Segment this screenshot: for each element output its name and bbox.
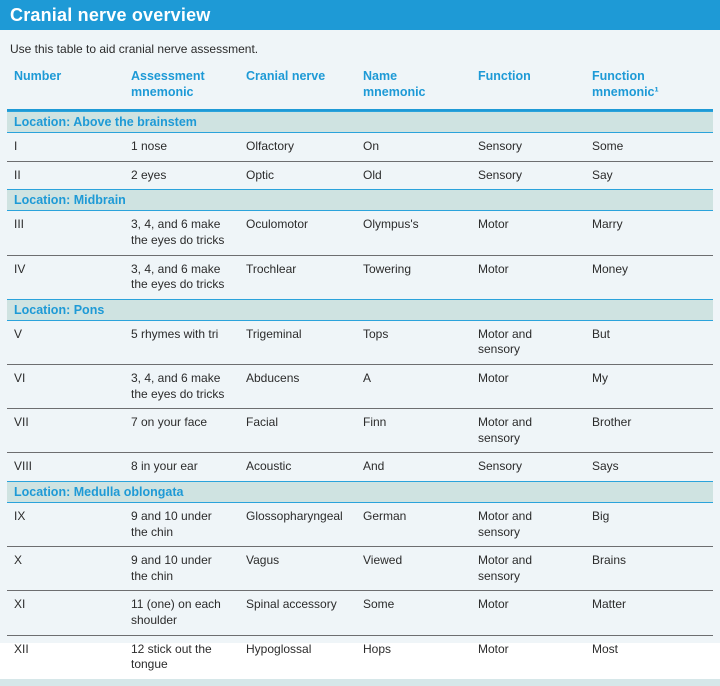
table-row xyxy=(7,321,713,364)
table-cell: Vagus xyxy=(246,553,280,568)
table-cell: Olympus's xyxy=(363,217,419,232)
column-header: Number xyxy=(14,69,62,83)
section-rows xyxy=(7,503,713,679)
column-header: Function xyxy=(478,69,531,83)
table-cell: Trigeminal xyxy=(246,326,302,341)
table-cell: Motor and sensory xyxy=(478,326,533,357)
page-title: Cranial nerve overview xyxy=(10,4,211,25)
table-cell: Most xyxy=(592,641,619,656)
table-cell: XII xyxy=(14,641,29,656)
table-cell: Finn xyxy=(363,415,387,430)
table-cell: My xyxy=(592,371,608,385)
table-cell: Abducens xyxy=(246,371,300,385)
table-row xyxy=(7,452,713,481)
table-cell: I xyxy=(14,139,18,154)
table-cell: Tops xyxy=(363,326,389,341)
table-cell: Matter xyxy=(592,597,627,612)
table-cell: 12 stick out the tongue xyxy=(131,641,212,672)
column-header: Name mnemonic xyxy=(363,69,426,99)
table-cell: But xyxy=(592,326,611,341)
table-cell: Motor xyxy=(478,217,509,232)
table-row xyxy=(7,635,713,679)
table-cell: X xyxy=(14,553,23,568)
table-cell: IX xyxy=(14,508,26,523)
table-header-row xyxy=(7,65,713,111)
section-rows xyxy=(7,321,713,481)
page-title-bar xyxy=(0,0,720,30)
table-cell: 1 nose xyxy=(131,139,168,154)
table-cell: VIII xyxy=(14,459,33,474)
table-cell: Acoustic xyxy=(246,459,292,474)
table-cell: Big xyxy=(592,508,610,523)
table-cell: Brains xyxy=(592,553,627,568)
table-cell: 3, 4, and 6 make the eyes do tricks xyxy=(131,261,225,292)
table-row xyxy=(7,161,713,190)
table-cell: VII xyxy=(14,415,29,430)
table-cell: Motor xyxy=(478,641,509,656)
table-cell: Towering xyxy=(363,261,412,276)
table-cell: Marry xyxy=(592,217,623,232)
table-cell: XI xyxy=(14,597,26,612)
column-header: Cranial nerve xyxy=(246,69,326,83)
cranial-nerve-table xyxy=(7,65,713,679)
table-cell: Trochlear xyxy=(246,261,297,276)
table-cell: Sensory xyxy=(478,459,523,474)
table-cell: V xyxy=(14,326,23,341)
section-location-band: Location: Pons xyxy=(7,299,713,321)
table-cell: Olfactory xyxy=(246,139,295,154)
table-cell: Money xyxy=(592,261,629,276)
section-rows xyxy=(7,211,713,298)
table-cell: Some xyxy=(363,597,395,612)
table-cell: Viewed xyxy=(363,553,403,568)
table-cell: Glossopharyngeal xyxy=(246,508,343,523)
column-header: Function mnemonic¹ xyxy=(592,69,659,99)
table-cell: 8 in your ear xyxy=(131,459,198,474)
table-row xyxy=(7,133,713,161)
table-cell: III xyxy=(14,217,25,232)
table-cell: Motor and sensory xyxy=(478,508,533,539)
footer-bar xyxy=(0,679,720,686)
table-cell: 9 and 10 under the chin xyxy=(131,553,212,583)
table-cell: Old xyxy=(363,167,382,182)
table-cell: II xyxy=(14,167,21,182)
table-cell: Motor and sensory xyxy=(478,415,533,445)
table-cell: Sensory xyxy=(478,139,523,154)
table-cell: Motor xyxy=(478,371,509,385)
table-cell: Brother xyxy=(592,415,632,430)
table-cell: 2 eyes xyxy=(131,167,167,182)
section-location-band: Location: Midbrain xyxy=(7,189,713,211)
table-cell: Say xyxy=(592,167,613,182)
table-row xyxy=(7,590,713,634)
table-row xyxy=(7,503,713,546)
table-cell: German xyxy=(363,508,407,523)
table-cell: Sensory xyxy=(478,167,523,182)
intro-text: Use this table to aid cranial nerve assessment. xyxy=(10,42,259,56)
table-cell: Hops xyxy=(363,641,392,656)
column-header: Assessment mnemonic xyxy=(131,69,205,99)
table-cell: Oculomotor xyxy=(246,217,309,232)
table-row xyxy=(7,364,713,408)
table-row xyxy=(7,255,713,299)
table-cell: On xyxy=(363,139,380,154)
table-cell: IV xyxy=(14,261,26,276)
table-cell: Motor xyxy=(478,261,509,276)
table-cell: 3, 4, and 6 make the eyes do tricks xyxy=(131,371,225,401)
table-cell: A xyxy=(363,371,372,385)
table-cell: 5 rhymes with tri xyxy=(131,326,219,341)
table-body xyxy=(7,111,713,678)
table-cell: VI xyxy=(14,371,26,385)
table-cell: 7 on your face xyxy=(131,415,208,430)
table-cell: 9 and 10 under the chin xyxy=(131,508,212,539)
table-cell: Says xyxy=(592,459,619,474)
section-location-band: Location: Medulla oblongata xyxy=(7,481,713,503)
table-row xyxy=(7,546,713,590)
table-row xyxy=(7,408,713,452)
section-rows xyxy=(7,133,713,189)
table-cell: Spinal accessory xyxy=(246,597,337,612)
table-cell: Hypoglossal xyxy=(246,641,312,656)
section-location-band: Location: Above the brainstem xyxy=(7,111,713,133)
table-cell: 11 (one) on each shoulder xyxy=(131,597,221,627)
table-cell: Facial xyxy=(246,415,279,430)
table-cell: 3, 4, and 6 make the eyes do tricks xyxy=(131,217,225,248)
table-cell: And xyxy=(363,459,385,474)
table-row xyxy=(7,211,713,254)
table-cell: Motor and sensory xyxy=(478,553,533,583)
table-cell: Motor xyxy=(478,597,509,612)
table-cell: Optic xyxy=(246,167,275,182)
table-cell: Some xyxy=(592,139,624,154)
